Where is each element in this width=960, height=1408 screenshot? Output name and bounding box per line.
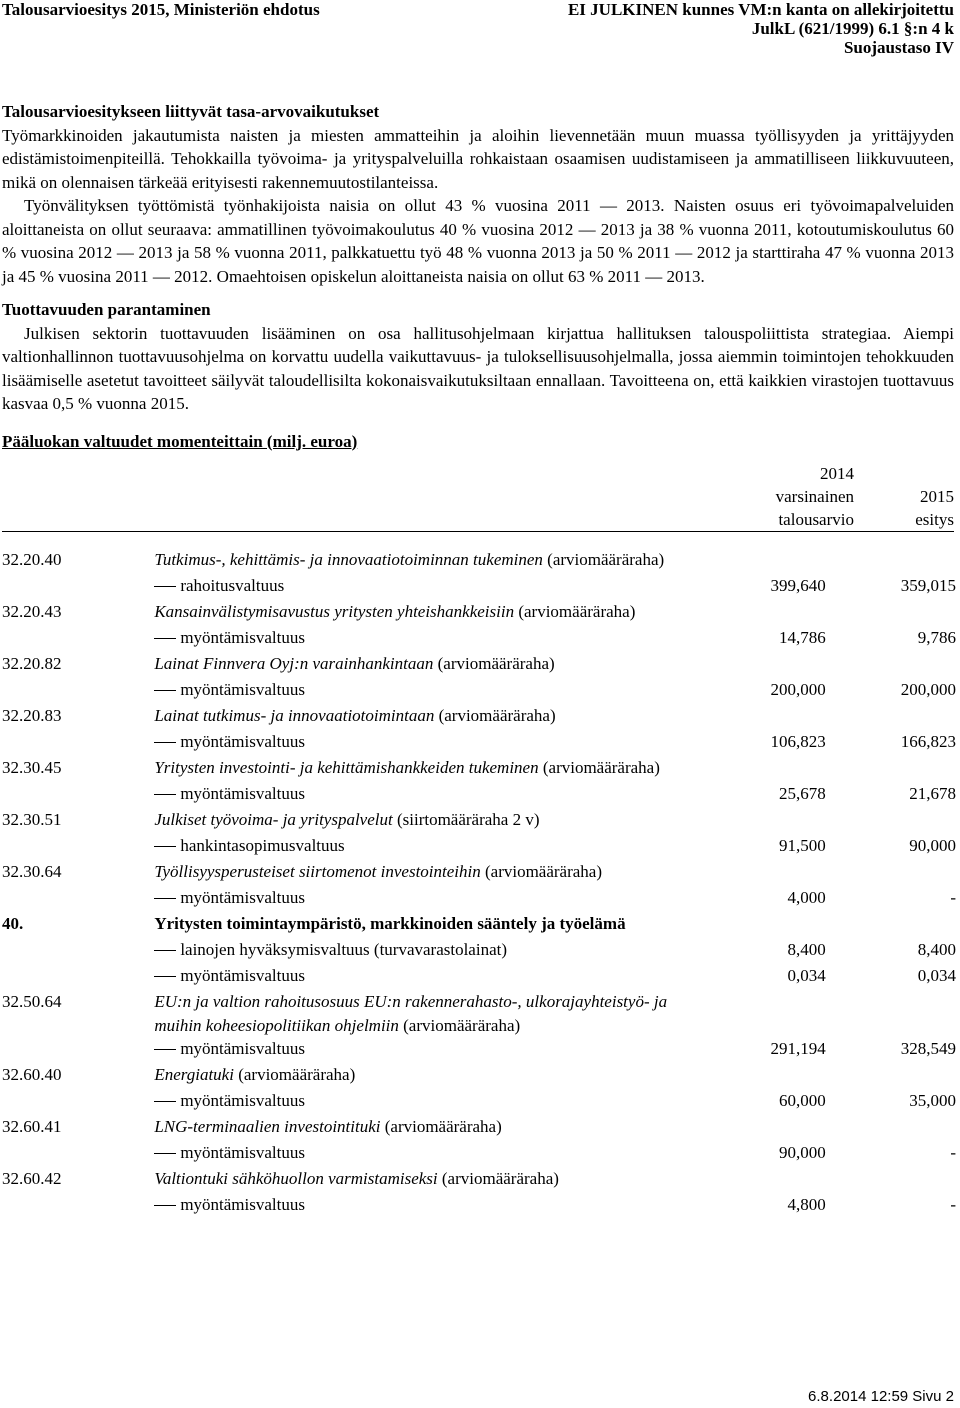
value-2014: 25,678 bbox=[778, 784, 826, 803]
col2014-year: 2014 bbox=[820, 464, 854, 483]
authorisation-label: myöntämisvaltuus bbox=[180, 888, 305, 907]
item-type: (arviomääräraha) bbox=[398, 1015, 521, 1035]
authorisation-label: myöntämisvaltuus bbox=[180, 1039, 305, 1058]
dash-mark bbox=[154, 1153, 176, 1154]
table-row-item bbox=[2, 1115, 956, 1141]
item-type: (arviomääräraha) bbox=[380, 1117, 502, 1136]
item-code: 32.50.64 bbox=[2, 992, 62, 1011]
item-title: Työllisyysperusteiset siirtomenot investointeihin bbox=[154, 862, 481, 881]
value-2014: 60,000 bbox=[778, 1091, 826, 1110]
value-2014: 0,034 bbox=[787, 966, 826, 985]
group-code: 40. bbox=[2, 914, 24, 933]
authorisation-label: myöntämisvaltuus bbox=[180, 966, 305, 985]
item-code: 32.30.51 bbox=[2, 810, 62, 829]
value-2014: 14,786 bbox=[778, 628, 826, 647]
authorisation-label: myöntämisvaltuus bbox=[180, 1195, 305, 1214]
item-title: Lainat Finnvera Oyj:n varainhankintaan bbox=[154, 654, 434, 673]
item-code: 32.60.40 bbox=[2, 1065, 62, 1084]
header-right-line2: JulkL (621/1999) 6.1 §:n 4 k bbox=[751, 19, 954, 38]
item-code: 32.30.45 bbox=[2, 758, 62, 777]
col2014-label2: talousarvio bbox=[778, 510, 854, 529]
authorisation-label: myöntämisvaltuus bbox=[180, 628, 305, 647]
item-title: Energiatuki bbox=[154, 1065, 234, 1084]
item-description bbox=[154, 1167, 695, 1193]
table-row-item bbox=[2, 1063, 956, 1089]
item-type: (arviomääräraha) bbox=[233, 1065, 356, 1084]
value-2015: 21,678 bbox=[909, 784, 956, 803]
item-description bbox=[154, 600, 695, 626]
section-title-equality: Talousarvioesitykseen liittyvät tasa-arvovaikutukset bbox=[2, 102, 380, 121]
dash-mark bbox=[154, 846, 176, 847]
table-row-group bbox=[2, 912, 956, 938]
item-code: 32.20.40 bbox=[2, 550, 62, 569]
table-row-value bbox=[2, 886, 956, 912]
item-type: (arviomääräraha) bbox=[538, 758, 660, 777]
dash-mark bbox=[154, 742, 176, 743]
value-2014: 8,400 bbox=[787, 940, 826, 959]
item-title: EU:n ja valtion rahoitusosuus EU:n rakennerahasto-, ulkorajayhteistyö- ja muihin koheesiopolitiikan ohjelmiin bbox=[154, 992, 668, 1035]
item-description bbox=[154, 990, 695, 1037]
item-code: 32.20.83 bbox=[2, 706, 62, 725]
authorisation-type bbox=[154, 782, 695, 808]
dash-mark bbox=[154, 1101, 176, 1102]
value-2015: 9,786 bbox=[917, 628, 956, 647]
column-header-2014 bbox=[776, 462, 854, 531]
value-2015: 35,000 bbox=[909, 1091, 956, 1110]
table-row-item bbox=[2, 600, 956, 626]
value-2014: 4,800 bbox=[787, 1195, 826, 1214]
item-type: (arviomääräraha) bbox=[433, 654, 555, 673]
footer-date-page: 6.8.2014 12:59 Sivu 2 bbox=[808, 1388, 954, 1405]
authorisation-label: rahoitusvaltuus bbox=[180, 576, 285, 595]
authorisation-label: hankintasopimusvaltuus bbox=[180, 836, 345, 855]
value-2015: 328,549 bbox=[900, 1039, 956, 1058]
table-row-value bbox=[2, 782, 956, 808]
header-right-line3: Suojaustaso IV bbox=[843, 38, 954, 57]
value-2015: 90,000 bbox=[909, 836, 956, 855]
authorisation-type bbox=[154, 574, 695, 600]
table-row-item bbox=[2, 808, 956, 834]
table-row-item bbox=[2, 990, 956, 1037]
value-2014: 4,000 bbox=[787, 888, 826, 907]
value-2014: 106,823 bbox=[770, 732, 826, 751]
value-2014: 399,640 bbox=[770, 576, 826, 595]
table-row-value bbox=[2, 678, 956, 704]
col2014-label1: varsinainen bbox=[775, 487, 854, 506]
item-title: Valtiontuki sähköhuollon varmistamiseksi bbox=[154, 1169, 438, 1188]
table-row-value bbox=[2, 938, 956, 964]
table-row-value bbox=[2, 964, 956, 990]
value-2015: - bbox=[950, 1143, 956, 1162]
col2015-year: 2015 bbox=[920, 487, 954, 506]
dash-mark bbox=[154, 690, 176, 691]
equality-paragraph-2: Työnvälityksen työttömistä työnhakijoista naisia on ollut 43 % vuosina 2011 — 2013. Naisten osuus eri työvoimapalveluiden aloittaneista on ollut seuraava: ammatillinen työvoimakoulutus 40 % vuosina 2012 — 2013 ja 38 % vuonna 2011, kotoutumiskoulutus 60 % vuosina 2012 — 2013 ja 58 % vuonna 2011, palkkatuettu työ 48 % vuonna 2013 ja 50 % 2011 — 2012 ja starttiraha 47 % vuonna 2013 ja 45 % vuosina 2011 — 2012. Omaehtoisen opiskelun aloittaneista naisia on ollut 63 % 2011 — 2013. bbox=[2, 196, 954, 286]
table-row-item bbox=[2, 756, 956, 782]
productivity-paragraph: Julkisen sektorin tuottavuuden lisääminen on osa hallitusohjelmaan kirjattua hallituksen talouspoliittista strategiaa. Aiempi valtionhallinnon tuottavuusohjelma on korvattu uudella vaikuttavuus- ja tuloksellisuusohjelmalla, jossa aiemmin toimintojen tehokkuuden lisäämiselle asetetut tavoitteet säilyvät taloudellisilta kokonaisvaikutuksiltaan ennallaan. Tavoitteena on, että kaikkien virastojen tuottavuus kasvaa 0,5 % vuonna 2015. bbox=[2, 323, 954, 413]
table-row-item bbox=[2, 860, 956, 886]
table-row-value bbox=[2, 574, 956, 600]
dash-mark bbox=[154, 976, 176, 977]
item-type: (siirtomääräraha 2 v) bbox=[392, 810, 540, 829]
value-2015: 359,015 bbox=[900, 576, 956, 595]
table-row-value bbox=[2, 834, 956, 860]
item-type: (arviomääräraha) bbox=[434, 706, 556, 725]
item-type: (arviomääräraha) bbox=[542, 550, 665, 569]
authorisation-label: myöntämisvaltuus bbox=[180, 784, 305, 803]
authorisation-type bbox=[154, 1037, 695, 1063]
table-row-value bbox=[2, 1193, 956, 1219]
header-left: Talousarvioesitys 2015, Ministeriön ehdotus bbox=[2, 0, 320, 19]
authorisation-type bbox=[154, 834, 695, 860]
item-type: (arviomääräraha) bbox=[480, 862, 603, 881]
header-right-line1: EI JULKINEN kunnes VM:n kanta on allekirjoitettu bbox=[567, 0, 954, 19]
authorisation-type bbox=[154, 886, 695, 912]
table-header bbox=[2, 459, 954, 531]
column-header-2015 bbox=[915, 485, 954, 531]
value-2015: 166,823 bbox=[900, 732, 956, 751]
item-code: 32.60.42 bbox=[2, 1169, 62, 1188]
table-header-rule bbox=[2, 531, 954, 532]
authorisation-type bbox=[154, 626, 695, 652]
table-row-item bbox=[2, 548, 956, 574]
item-type: (arviomääräraha) bbox=[437, 1169, 559, 1188]
item-code: 32.60.41 bbox=[2, 1117, 62, 1136]
authorisation-type bbox=[154, 1193, 695, 1219]
table-title: Pääluokan valtuudet momenteittain (milj. euroa) bbox=[2, 431, 358, 451]
authorisation-label: myöntämisvaltuus bbox=[180, 732, 305, 751]
item-description bbox=[154, 1115, 695, 1141]
authorisation-label: myöntämisvaltuus bbox=[180, 1091, 305, 1110]
value-2015: - bbox=[950, 1195, 956, 1214]
table-row-value bbox=[2, 1141, 956, 1167]
authorisation-type bbox=[154, 678, 695, 704]
item-description bbox=[154, 548, 695, 574]
table-row-item bbox=[2, 652, 956, 678]
item-description bbox=[154, 756, 695, 782]
dash-mark bbox=[154, 1205, 176, 1206]
header-right bbox=[568, 0, 954, 57]
group-title: Yritysten toimintaympäristö, markkinoiden sääntely ja työelämä bbox=[154, 914, 626, 933]
item-type: (arviomääräraha) bbox=[514, 602, 636, 621]
value-2014: 91,500 bbox=[778, 836, 826, 855]
item-title: LNG-terminaalien investointituki bbox=[154, 1117, 381, 1136]
table-row-value bbox=[2, 626, 956, 652]
authorisation-label: myöntämisvaltuus bbox=[180, 680, 305, 699]
value-2015: 8,400 bbox=[917, 940, 956, 959]
item-code: 32.30.64 bbox=[2, 862, 62, 881]
item-description bbox=[154, 704, 695, 730]
item-description bbox=[154, 860, 695, 886]
dash-mark bbox=[154, 586, 176, 587]
document-body bbox=[2, 100, 954, 1219]
item-code: 32.20.82 bbox=[2, 654, 62, 673]
dash-mark bbox=[154, 794, 176, 795]
item-title: Julkiset työvoima- ja yrityspalvelut bbox=[154, 810, 393, 829]
authorisation-label: myöntämisvaltuus bbox=[180, 1143, 305, 1162]
item-title: Tutkimus-, kehittämis- ja innovaatiotoiminnan tukeminen bbox=[154, 550, 543, 569]
item-title: Kansainvälistymisavustus yritysten yhteishankkeisiin bbox=[154, 602, 515, 621]
item-description bbox=[154, 808, 695, 834]
item-title: Yritysten investointi- ja kehittämishankkeiden tukeminen bbox=[154, 758, 539, 777]
appropriations-table bbox=[2, 548, 956, 1219]
authorisation-type bbox=[154, 1141, 695, 1167]
item-title: Lainat tutkimus- ja innovaatiotoimintaan bbox=[154, 706, 435, 725]
section-title-productivity: Tuottavuuden parantaminen bbox=[2, 300, 211, 319]
value-2014: 291,194 bbox=[770, 1039, 826, 1058]
table-row-value bbox=[2, 730, 956, 756]
table-row-value bbox=[2, 1037, 956, 1063]
dash-mark bbox=[154, 638, 176, 639]
item-code: 32.20.43 bbox=[2, 602, 62, 621]
dash-mark bbox=[154, 1049, 176, 1050]
table-row-item bbox=[2, 704, 956, 730]
item-description bbox=[154, 1063, 695, 1089]
value-2015: 0,034 bbox=[917, 966, 956, 985]
authorisation-type bbox=[154, 730, 695, 756]
authorisation-type bbox=[154, 1089, 695, 1115]
value-2014: 200,000 bbox=[770, 680, 826, 699]
col2015-label: esitys bbox=[915, 510, 954, 529]
table-row-value bbox=[2, 1089, 956, 1115]
item-description bbox=[154, 652, 695, 678]
value-2015: 200,000 bbox=[900, 680, 956, 699]
dash-mark bbox=[154, 950, 176, 951]
value-2015: - bbox=[950, 888, 956, 907]
dash-mark bbox=[154, 898, 176, 899]
table-row-item bbox=[2, 1167, 956, 1193]
authorisation-label: lainojen hyväksymisvaltuus (turvavarastolainat) bbox=[180, 940, 508, 959]
equality-paragraph-1: Työmarkkinoiden jakautumista naisten ja miesten ammatteihin ja aloihin lievennetään muun muassa työllisyyden ja yrittäjyyden edistämistoimenpiteillä. Tehokkailla työvoima- ja yrityspalveluilla rohkaistaan osaamisen uudistamiseen ja ammatilliseen liikkuvuuteen, mikä on olennaisen tärkeää erityisesti rakennemuutostilanteissa. bbox=[2, 125, 954, 192]
value-2014: 90,000 bbox=[778, 1143, 826, 1162]
